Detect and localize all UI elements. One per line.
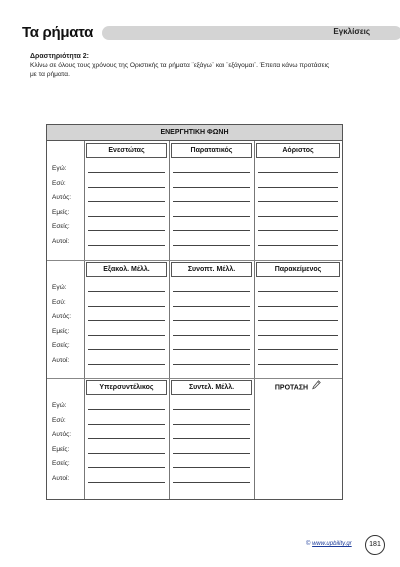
pronoun-label: Εσύ: (52, 179, 66, 187)
answer-line[interactable] (173, 364, 250, 365)
answer-line[interactable] (258, 364, 338, 365)
page-header (22, 24, 376, 42)
answer-line[interactable] (173, 230, 250, 231)
pronoun-label: Εσείς: (52, 223, 70, 230)
copyright-symbol: © (306, 541, 311, 547)
answer-line[interactable] (258, 201, 338, 202)
answer-line[interactable] (173, 453, 250, 454)
answer-line[interactable] (88, 306, 165, 307)
column-header: Αόριστος (256, 143, 340, 158)
pronoun-label: Εσείς: (52, 342, 70, 349)
answer-line[interactable] (173, 187, 250, 188)
answer-line[interactable] (88, 467, 165, 468)
answer-line[interactable] (88, 364, 165, 365)
answer-line[interactable] (258, 306, 338, 307)
answer-line[interactable] (258, 320, 338, 321)
activity-instruction-line-2: με τα ρήματα. (30, 71, 70, 78)
section-divider (47, 378, 342, 379)
pronoun-label: Αυτός: (52, 313, 72, 320)
pronoun-label: Εμείς: (52, 208, 70, 216)
conjugation-table (46, 124, 343, 500)
pronoun-label: Αυτοί: (52, 474, 70, 482)
answer-line[interactable] (258, 187, 338, 188)
section-divider (47, 260, 342, 261)
page-number: 181 (365, 535, 385, 555)
answer-line[interactable] (88, 438, 165, 439)
column-divider (84, 141, 85, 499)
website-link[interactable]: www.upbility.gr (312, 541, 352, 547)
answer-line[interactable] (258, 245, 338, 246)
answer-line[interactable] (88, 245, 165, 246)
pronoun-label: Εγώ: (52, 402, 67, 409)
answer-line[interactable] (173, 306, 250, 307)
column-header: Υπερσυντέλικος (86, 380, 167, 395)
answer-line[interactable] (88, 216, 165, 217)
answer-line[interactable] (173, 201, 250, 202)
pronoun-label: Εμείς: (52, 327, 70, 335)
answer-line[interactable] (88, 409, 165, 410)
proposition-label: ΠΡΟΤΑΣΗ (274, 384, 309, 392)
pronoun-label: Αυτός: (52, 194, 72, 201)
answer-line[interactable] (173, 245, 250, 246)
answer-line[interactable] (88, 172, 165, 173)
answer-line[interactable] (173, 467, 250, 468)
answer-line[interactable] (258, 335, 338, 336)
column-header: Παρακείμενος (256, 262, 340, 277)
answer-line[interactable] (258, 349, 338, 350)
pencil-icon (312, 380, 321, 395)
answer-line[interactable] (173, 172, 250, 173)
answer-line[interactable] (173, 291, 250, 292)
answer-line[interactable] (88, 320, 165, 321)
answer-line[interactable] (88, 187, 165, 188)
activity-instruction-line-1: Κλίνω σε όλους τους χρόνους της Οριστικής τα ρήματα ¨εξάγω¨ και ¨εξάγομαι¨. Έπειτα κάνω προτάσεις (30, 62, 330, 69)
column-header: Εξακολ. Μέλλ. (86, 262, 167, 277)
answer-line[interactable] (258, 216, 338, 217)
column-divider (254, 141, 255, 499)
answer-line[interactable] (173, 409, 250, 410)
answer-line[interactable] (88, 291, 165, 292)
answer-line[interactable] (88, 453, 165, 454)
pronoun-label: Εγώ: (52, 165, 67, 172)
answer-line[interactable] (173, 482, 250, 483)
answer-line[interactable] (173, 349, 250, 350)
activity-title: Δραστηριότητα 2: (30, 53, 90, 60)
pronoun-label: Εμείς: (52, 445, 70, 453)
answer-line[interactable] (258, 291, 338, 292)
answer-line[interactable] (258, 172, 338, 173)
page-title: Τα ρήματα (22, 24, 94, 41)
pronoun-label: Εγώ: (52, 284, 67, 291)
pronoun-label: Εσύ: (52, 298, 66, 306)
answer-line[interactable] (173, 438, 250, 439)
pronoun-label: Αυτοί: (52, 356, 70, 364)
answer-line[interactable] (173, 320, 250, 321)
column-divider (169, 141, 170, 499)
footer-url (306, 541, 352, 547)
answer-line[interactable] (88, 349, 165, 350)
answer-line[interactable] (88, 482, 165, 483)
answer-line[interactable] (88, 424, 165, 425)
table-heading: ΕΝΕΡΓΗΤΙΚΗ ΦΩΝΗ (47, 125, 342, 141)
answer-line[interactable] (173, 216, 250, 217)
pronoun-label: Εσύ: (52, 416, 66, 424)
column-header: Ενεστώτας (86, 143, 167, 158)
activity-instructions (30, 52, 376, 79)
chapter-label: Εγκλίσεις (333, 27, 370, 36)
column-header: Παρατατικός (171, 143, 252, 158)
column-header: Συνοπτ. Μέλλ. (171, 262, 252, 277)
column-header (256, 380, 340, 395)
pronoun-label: Εσείς: (52, 460, 70, 467)
answer-line[interactable] (88, 335, 165, 336)
answer-line[interactable] (173, 424, 250, 425)
column-header: Συντελ. Μέλλ. (171, 380, 252, 395)
pronoun-label: Αυτός: (52, 431, 72, 438)
pronoun-label: Αυτοί: (52, 237, 70, 245)
answer-line[interactable] (88, 201, 165, 202)
answer-line[interactable] (88, 230, 165, 231)
answer-line[interactable] (173, 335, 250, 336)
answer-line[interactable] (258, 230, 338, 231)
